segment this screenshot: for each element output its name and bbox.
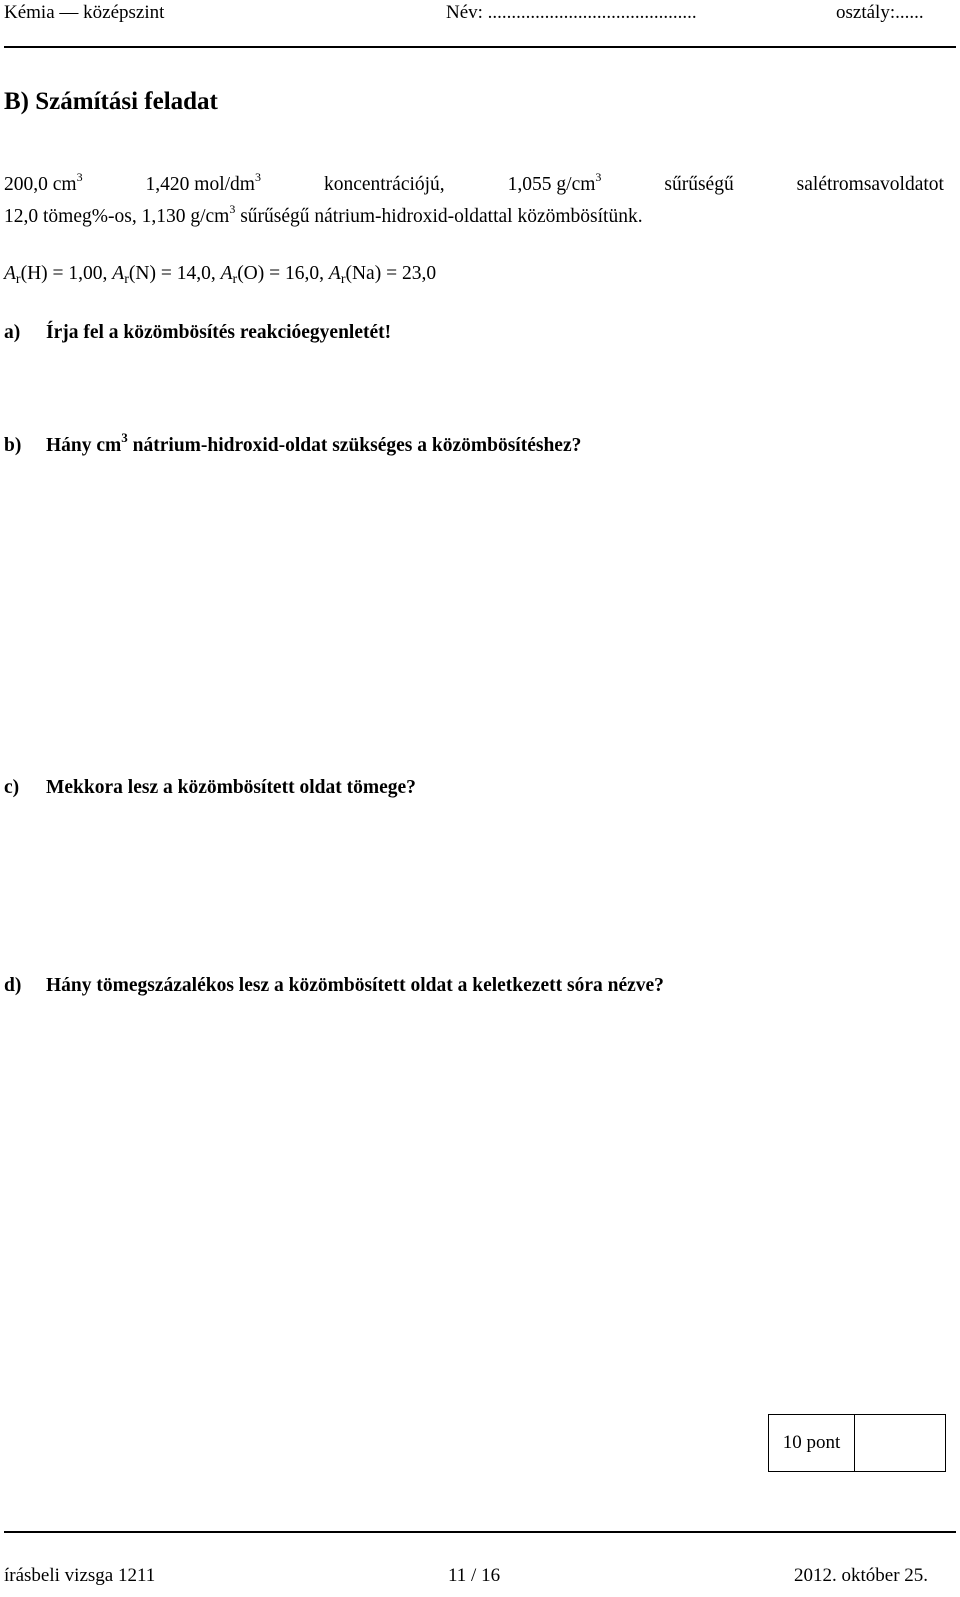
problem-line-2: 12,0 tömeg%-os, 1,130 $g/cm^3$ sűrűségű nátrium-hidroxid-oldattal közömbösítünk.	[4, 202, 643, 227]
problem-word: salétromsavoldatot	[796, 174, 944, 195]
question-b-text: Hány $cm^3$ nátrium-hidroxid-oldat szükséges a közömbösítéshez?	[46, 430, 582, 456]
footer-exam-id: írásbeli vizsga 1211	[4, 1565, 156, 1586]
volume-value: 200,0 $cm^3$	[4, 170, 83, 195]
density-value: 1,055 $g/cm^3$	[507, 170, 602, 195]
question-a-letter: a)	[4, 322, 21, 343]
footer-page-number: 11 / 16	[448, 1565, 501, 1586]
problem-word: sűrűségű	[664, 174, 734, 195]
header-class-field: osztály:......	[836, 2, 924, 23]
concentration-value: 1,420 mol/$dm^3$	[145, 170, 261, 195]
header-name-field: Név: ............................................	[446, 2, 697, 23]
footer-date: 2012. október 25.	[794, 1565, 929, 1586]
question-a-text: Írja fel a közömbösítés reakcióegyenletét!	[46, 322, 392, 343]
score-label: 10 pont	[769, 1415, 855, 1471]
question-d-text: Hány tömegszázalékos lesz a közömbösített oldat a keletkezett sóra nézve?	[46, 975, 664, 996]
question-b-letter: b)	[4, 435, 22, 456]
score-box	[768, 1414, 946, 1472]
section-title: B) Számítási feladat	[4, 88, 218, 115]
atomic-masses: $A_r(H) = 1,00$, $A_r(N) = 14,0$, $A_r(O) = 16,0$, $A_r(Na) = 23,0$	[4, 263, 437, 287]
score-value-cell	[855, 1415, 945, 1471]
header-subject: Kémia — középszint	[4, 2, 165, 23]
problem-word: koncentrációjú,	[323, 174, 445, 195]
question-d-letter: d)	[4, 975, 22, 996]
footer-rule	[4, 1531, 956, 1533]
problem-line-1	[4, 170, 944, 196]
question-c-letter: c)	[4, 777, 20, 798]
header-rule	[4, 46, 956, 48]
question-c-text: Mekkora lesz a közömbösített oldat tömege?	[46, 777, 416, 798]
